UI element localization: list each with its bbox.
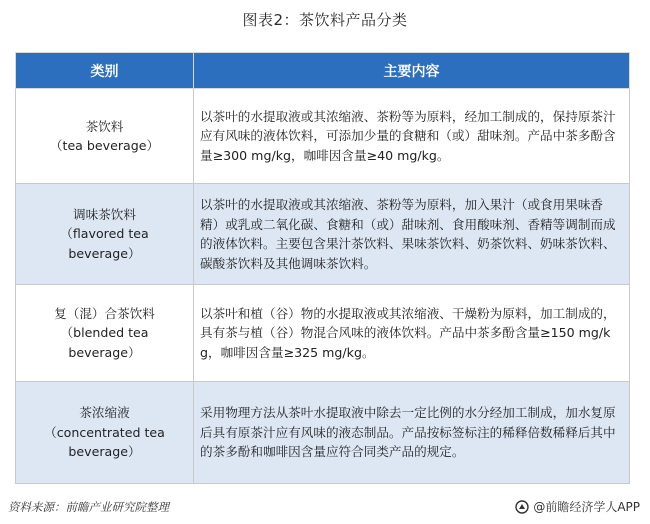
content-cell: 以茶叶的水提取液或其浓缩液、茶粉等为原料，加入果汁（或食用果味香精）或乳或二氧化碳、食糖和（或）甜味剂、食用酸味剂、香精等调制而成的液体饮料。主要包含果汁茶饮料、果味茶饮料、奶茶饮料、奶味茶饮料、碳酸茶饮料及其他调味茶饮料。 [194, 184, 630, 285]
category-english: beverage） [68, 245, 141, 261]
category-english: （tea beverage） [49, 138, 160, 153]
column-header-content: 主要内容 [194, 53, 630, 89]
table-header-row [16, 53, 630, 89]
category-cell [16, 285, 194, 382]
content-cell: 采用物理方法从茶叶水提取液中除去一定比例的水分经加工制成，加水复原后具有原茶汁应有风味的液态制品。产品按标签标注的稀释倍数稀释后其中的茶多酚和咖啡因含量应符合同类产品的规定。 [194, 382, 630, 484]
qianzhan-logo-icon [515, 500, 529, 514]
page-title: 图表2：茶饮料产品分类 [242, 11, 408, 29]
source-note: 资料来源：前瞻产业研究院整理 [8, 500, 169, 514]
brand-credit [515, 498, 640, 515]
brand-text: @前瞻经济学人APP [533, 500, 640, 514]
table-row [16, 89, 630, 184]
classification-table [15, 52, 630, 484]
category-name: 复（混）合茶饮料 [54, 305, 155, 321]
category-name: 调味茶饮料 [73, 206, 136, 222]
category-name: 茶饮料 [85, 118, 124, 134]
category-name: 茶浓缩液 [79, 405, 130, 421]
table-row [16, 285, 630, 382]
table-row [16, 382, 630, 484]
column-header-category: 类别 [16, 53, 194, 89]
category-english: （concentrated tea [44, 424, 165, 440]
content-cell: 以茶叶的水提取液或其浓缩液、茶粉等为原料，经加工制成的，保持原茶汁应有风味的液体饮料，可添加少量的食糖和（或）甜味剂。产品中茶多酚含量≥300 mg/kg，咖啡因含量≥40 mg/kg。 [194, 89, 630, 184]
category-english: （flavored tea [60, 226, 149, 242]
category-english: beverage） [68, 444, 141, 460]
table-row [16, 184, 630, 285]
category-english: beverage） [68, 344, 141, 360]
category-cell [16, 89, 194, 184]
content-cell: 以茶叶和植（谷）物的水提取液或其浓缩液、干燥粉为原料，加工制成的，具有茶与植（谷）物混合风味的液体饮料。产品中茶多酚含量≥150 mg/kg，咖啡因含量≥325 mg/kg。 [194, 285, 630, 382]
category-cell [16, 184, 194, 285]
category-cell [16, 382, 194, 484]
category-english: （blended tea [60, 325, 149, 341]
